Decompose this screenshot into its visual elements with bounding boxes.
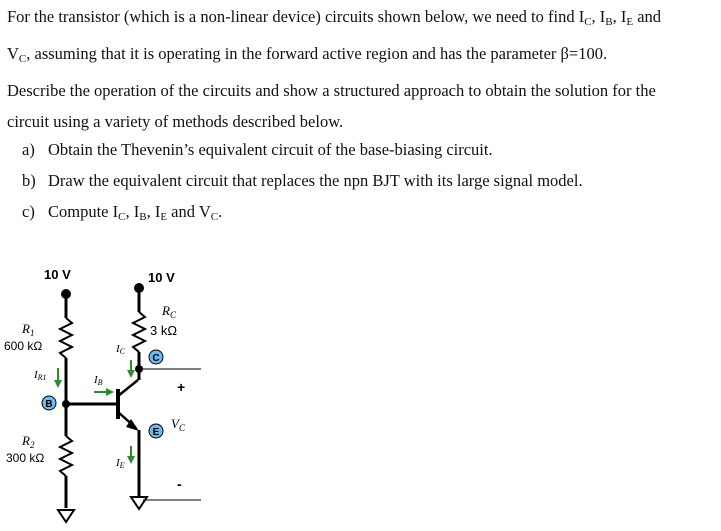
collector-junction [135, 365, 143, 373]
rc-label: $R_C$ [162, 303, 176, 320]
ie-label: IE [116, 457, 125, 470]
task-label: c) [22, 202, 35, 221]
resistor-rc [133, 312, 145, 352]
task-label: b) [22, 171, 36, 190]
supply-left-label: 10 V [44, 267, 71, 282]
resistor-r2 [60, 436, 72, 476]
resistor-r1 [60, 318, 72, 358]
ground-right-icon [131, 497, 147, 509]
bjt-collector-leg [118, 380, 138, 396]
ic-label: IC [116, 343, 126, 356]
problem-line-3: Describe the operation of the circuits and show a structured approach to obtain the solution for the [7, 81, 656, 100]
problem-line-4: circuit using a variety of methods described below. [7, 112, 344, 131]
task-item-c: c) Compute $I_C$, $I_B$, $I_E$ and $V_C$. [22, 202, 223, 223]
r1-value: 600 kΩ [4, 339, 43, 353]
r1-label: $R_1$ [22, 321, 35, 338]
ground-left-icon [58, 510, 74, 522]
node-e-label: E [152, 427, 160, 438]
problem-line-1: For the transistor (which is a non-linear device) circuits shown below, we need to find $I_C$, $I_B$, $I_E$ and [7, 7, 662, 28]
vc-plus-sign: + [177, 379, 186, 395]
problem-line-2: $V_C$, assuming that it is operating in the forward active region and has the parameter β=100. [7, 44, 608, 65]
rc-value: 3 kΩ [150, 323, 178, 338]
vc-label: $V_C$ [171, 416, 185, 433]
task-label: a) [22, 140, 35, 159]
task-text: Obtain the Thevenin’s equivalent circuit of the base-biasing circuit. [48, 140, 493, 159]
task-text: Draw the equivalent circuit that replaces the npn BJT with its large signal model. [48, 171, 583, 190]
ib-label: IB [94, 374, 103, 387]
vc-minus-sign: - [177, 476, 182, 492]
node-c-label: C [152, 353, 160, 364]
node-b-label: B [45, 399, 53, 410]
supply-right-label: 10 V [148, 270, 175, 285]
ir1-label: IR1 [34, 369, 47, 382]
r2-label: $R_2$ [22, 433, 35, 450]
r2-value: 300 kΩ [6, 451, 45, 465]
